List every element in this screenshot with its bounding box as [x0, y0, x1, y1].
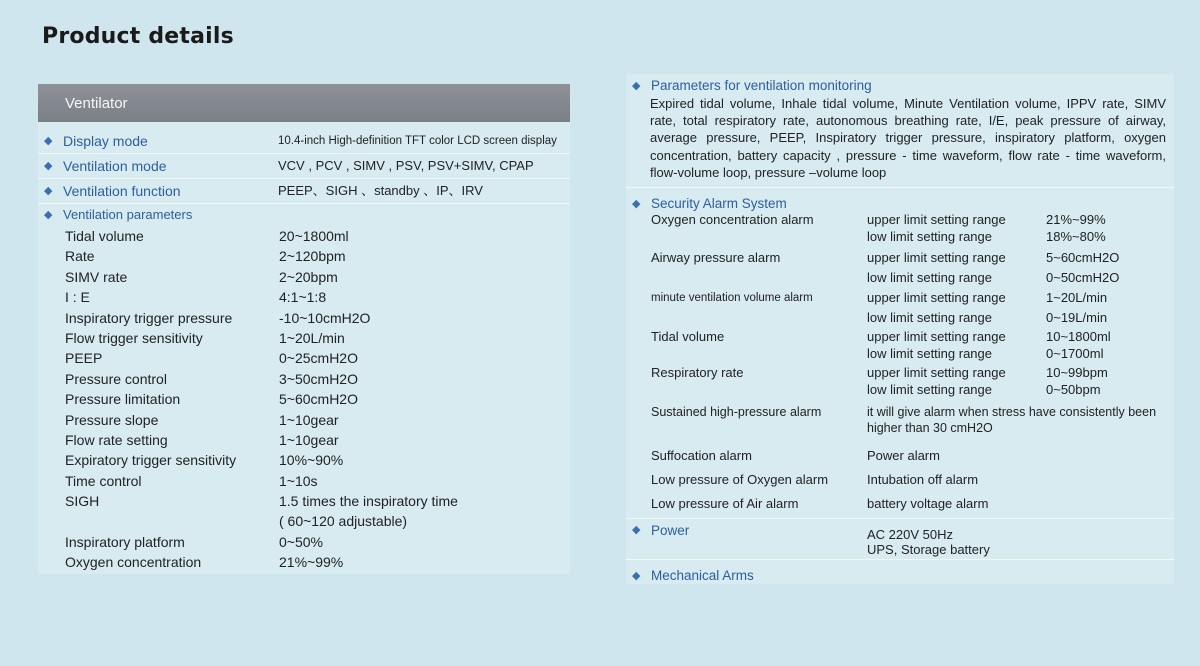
param-label: Flow rate setting — [65, 431, 168, 448]
alarm-upper-value: 1~20L/min — [1046, 290, 1108, 306]
alarm-upper-value: 5~60cmH2O — [1046, 250, 1120, 266]
param-label: Inspiratory trigger pressure — [65, 309, 233, 326]
section-display-mode — [38, 129, 570, 154]
alarm-upper-label: upper limit setting range — [867, 365, 1006, 381]
param-label: Time control — [65, 472, 142, 489]
alarm-upper-label: upper limit setting range — [867, 290, 1006, 306]
section-ventilation-parameters — [38, 204, 570, 226]
param-label: I : E — [65, 289, 90, 306]
param-value: 3~50cmH2O — [279, 370, 358, 387]
alarm-lower-label: low limit setting range — [867, 346, 992, 362]
param-value: 10%~90% — [279, 452, 344, 469]
param-label: Expiratory trigger sensitivity — [65, 452, 237, 469]
alarm-section-title — [626, 196, 1174, 211]
alarm-lower-label: low limit setting range — [867, 229, 992, 245]
param-value: 1~10s — [279, 472, 318, 489]
diamond-bullet-icon: ◆ — [44, 135, 53, 147]
param-label: Oxygen concentration — [65, 554, 202, 571]
alarm-lower-value: 0~1700ml — [1046, 346, 1104, 362]
param-label: Pressure slope — [65, 411, 159, 428]
param-value: 4:1~1:8 — [279, 289, 327, 306]
ventilator-spec-panel — [38, 84, 570, 574]
alarm-name: Intubation off alarm — [867, 472, 979, 488]
param-value: 20~1800ml — [279, 228, 349, 244]
alarm-lower-label: low limit setting range — [867, 382, 992, 398]
param-row — [38, 348, 570, 368]
param-row — [38, 552, 570, 572]
power-title: Power — [651, 523, 690, 539]
alarm-title-text: Security Alarm System — [651, 196, 787, 212]
diamond-bullet-icon: ◆ — [632, 524, 641, 537]
param-value: 1.5 times the inspiratory time — [279, 493, 458, 510]
param-value: -10~10cmH2O — [279, 309, 371, 326]
section-ventilation-function — [38, 179, 570, 204]
param-value: 0~50% — [279, 533, 323, 550]
section-value: 10.4-inch High-definition TFT color LCD screen display — [278, 135, 557, 147]
param-row — [38, 511, 570, 531]
alarm-row — [626, 248, 1174, 288]
param-row — [38, 430, 570, 450]
alarm-row — [626, 364, 1174, 404]
diamond-bullet-icon: ◆ — [44, 185, 53, 197]
section-ventilation-mode — [38, 154, 570, 179]
section-value: VCV , PCV , SIMV , PSV, PSV+SIMV, CPAP — [278, 158, 534, 173]
alarm-upper-value: 21%~99% — [1046, 212, 1106, 228]
alarm-name: Suffocation alarm — [651, 448, 752, 464]
mechanical-arms-section — [626, 568, 1174, 583]
param-label: Inspiratory platform — [65, 533, 185, 550]
section-label: Display mode — [63, 133, 148, 149]
alarm-name: Tidal volume — [651, 329, 725, 345]
alarm-row — [626, 288, 1174, 328]
alarm-lower-value: 0~19L/min — [1046, 310, 1108, 326]
param-row — [38, 389, 570, 409]
monitoring-title-text: Parameters for ventilation monitoring — [651, 78, 872, 93]
param-row — [38, 328, 570, 348]
param-value: 0~25cmH2O — [279, 350, 358, 367]
section-label: Ventilation mode — [63, 158, 167, 174]
power-section — [626, 523, 1174, 560]
alarm-pair-row — [626, 494, 1174, 519]
alarm-upper-value: 10~1800ml — [1046, 329, 1111, 345]
alarm-lower-label: low limit setting range — [867, 310, 992, 326]
ventilator-header: Ventilator — [38, 84, 570, 122]
alarm-name: minute ventilation volume alarm — [651, 292, 813, 305]
param-value: 21%~99% — [279, 554, 344, 571]
alarm-name: Respiratory rate — [651, 365, 744, 381]
alarm-lower-value: 18%~80% — [1046, 229, 1106, 245]
param-row — [38, 471, 570, 491]
param-value: ( 60~120 adjustable) — [279, 513, 408, 530]
param-row — [38, 267, 570, 287]
param-label: Pressure control — [65, 370, 167, 387]
monitoring-description: Expired tidal volume, Inhale tidal volume, Minute Ventilation volume, IPPV rate, SIMV rate, total respiratory rate, autonomous breathing rate, I/E, peak pressure of airway, average pressure, PEEP, Inspiratory trigger pressure, inspiratory platform, oxygen concentration, battery capacity , pressure - time waveform, flow rate - time waveform, flow-volume loop, pressure –volume loop — [626, 93, 1174, 188]
param-row — [38, 532, 570, 552]
alarm-lower-value: 0~50cmH2O — [1046, 270, 1120, 286]
param-row — [38, 450, 570, 470]
monitoring-section-title — [626, 78, 1174, 93]
diamond-bullet-icon: ◆ — [44, 160, 53, 172]
param-value: 1~10gear — [279, 431, 339, 448]
power-line-2: UPS, Storage battery — [867, 542, 990, 558]
param-row — [38, 308, 570, 328]
section-label: Ventilation parameters — [63, 207, 193, 222]
param-label: Pressure limitation — [65, 391, 181, 408]
param-row — [38, 226, 570, 246]
param-value: 2~120bpm — [279, 248, 346, 265]
page-title: Product details — [42, 24, 234, 49]
alarm-name: Airway pressure alarm — [651, 250, 781, 266]
alarm-upper-label: upper limit setting range — [867, 250, 1006, 266]
mechanical-arms-title: Mechanical Arms — [651, 568, 754, 584]
param-row — [38, 246, 570, 266]
power-line-1: AC 220V 50Hz — [867, 527, 953, 543]
alarm-name: Low pressure of Oxygen alarm — [651, 472, 829, 488]
alarm-lower-label: low limit setting range — [867, 270, 992, 286]
alarm-row — [626, 328, 1174, 364]
section-label: Ventilation function — [63, 183, 181, 199]
alarm-name: Oxygen concentration alarm — [651, 212, 814, 228]
alarm-pair-row — [626, 470, 1174, 494]
param-label: Rate — [65, 248, 95, 265]
param-row — [38, 287, 570, 307]
section-value: PEEP、SIGH 、standby 、IP、IRV — [278, 183, 483, 198]
param-value: 5~60cmH2O — [279, 391, 358, 408]
param-row — [38, 369, 570, 389]
param-row — [38, 491, 570, 511]
monitoring-spec-panel — [626, 74, 1174, 584]
alarm-upper-label: upper limit setting range — [867, 329, 1006, 345]
alarm-lower-value: 0~50bpm — [1046, 382, 1101, 398]
param-value: 1~20L/min — [279, 329, 345, 346]
param-row — [38, 410, 570, 430]
alarm-name: Sustained high-pressure alarm — [651, 405, 822, 420]
diamond-bullet-icon: ◆ — [632, 198, 641, 211]
param-label: Tidal volume — [65, 228, 144, 244]
param-label: SIGH — [65, 493, 100, 510]
alarm-row — [626, 211, 1174, 248]
alarm-name: Power alarm — [867, 448, 940, 464]
alarm-name: battery voltage alarm — [867, 496, 989, 512]
alarm-name: Low pressure of Air alarm — [651, 496, 799, 512]
param-label: SIMV rate — [65, 268, 128, 285]
diamond-bullet-icon: ◆ — [632, 570, 641, 583]
param-value: 2~20bpm — [279, 268, 338, 285]
alarm-upper-value: 10~99bpm — [1046, 365, 1108, 381]
param-label: Flow trigger sensitivity — [65, 329, 203, 346]
alarm-pair-row — [626, 446, 1174, 470]
param-value: 1~10gear — [279, 411, 339, 428]
alarm-upper-label: upper limit setting range — [867, 212, 1006, 228]
alarm-row-sustained — [626, 404, 1174, 446]
diamond-bullet-icon: ◆ — [632, 80, 641, 92]
alarm-description: it will give alarm when stress have consistently been higher than 30 cmH2O — [867, 405, 1157, 436]
diamond-bullet-icon: ◆ — [44, 209, 53, 221]
param-label: PEEP — [65, 350, 103, 367]
